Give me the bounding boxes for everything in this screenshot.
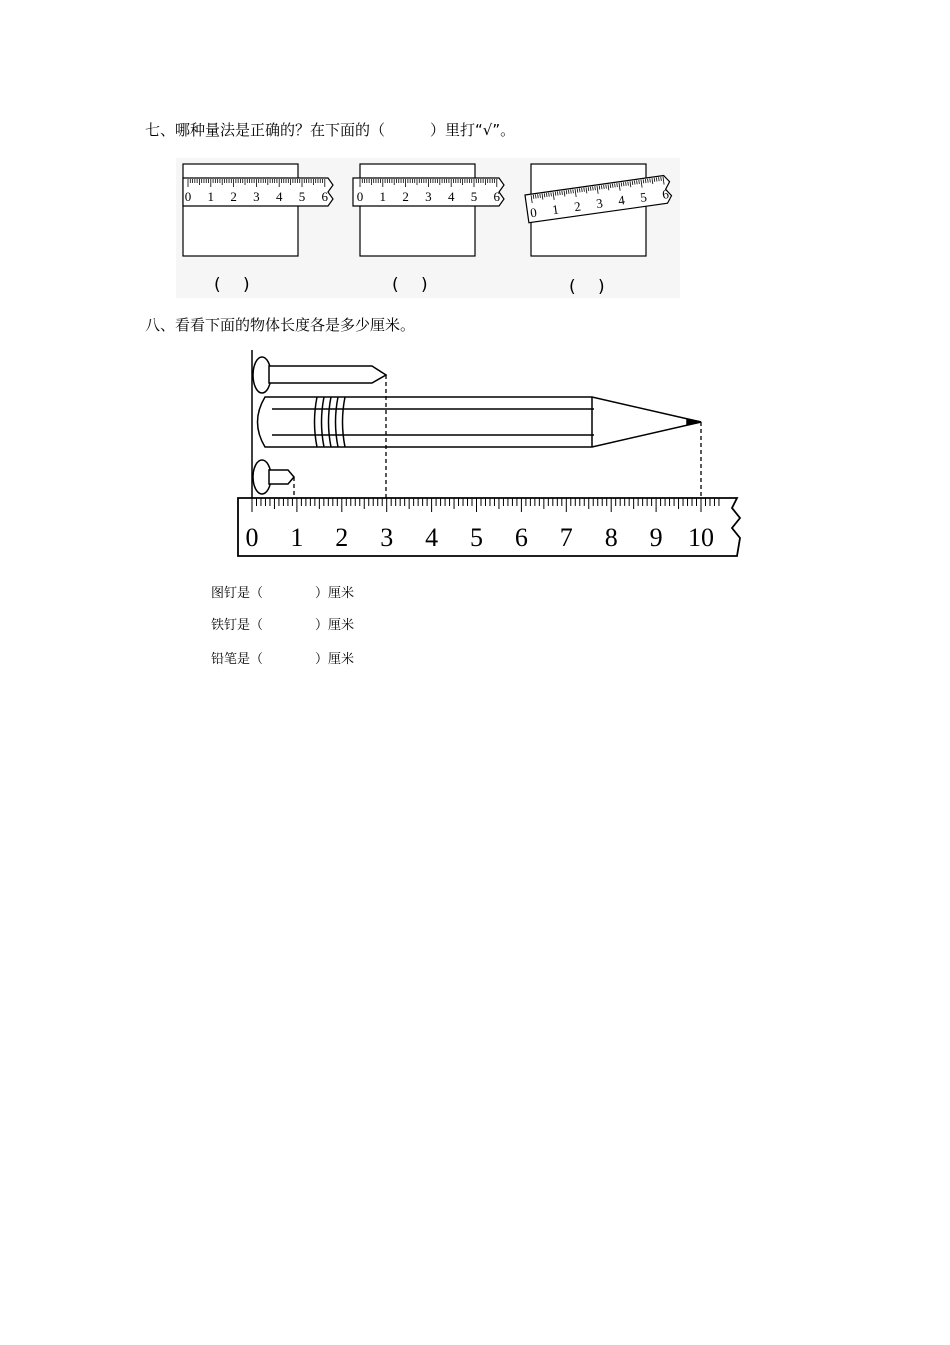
ruler-number: 8: [604, 523, 618, 552]
ruler-number: 7: [559, 523, 573, 552]
ruler-number: 10: [688, 523, 714, 552]
q7-ruler-digit: 6: [493, 189, 501, 204]
q7-ruler-digit: 1: [551, 201, 560, 218]
q8-measure-figure: [232, 350, 748, 566]
q7-ruler-digit: 2: [402, 189, 409, 204]
answer-thumbtack: [211, 582, 354, 601]
q7-option-2-blank[interactable]: ( ): [392, 275, 428, 295]
ruler-number: 5: [470, 523, 483, 552]
q7-ruler-digit: 1: [207, 189, 215, 204]
iron-nail-unit: ）厘米: [315, 618, 355, 633]
ruler-number: 6: [514, 523, 528, 552]
ruler-number: 4: [425, 523, 439, 552]
q7-ruler-digit: 5: [470, 189, 478, 204]
pencil-figure: [258, 397, 702, 447]
ruler-number: 9: [649, 523, 663, 552]
answer-pencil: [211, 648, 354, 667]
q7-ruler-digit: 4: [617, 192, 626, 209]
q7-option-3-blank[interactable]: ( ): [569, 277, 605, 297]
q7-ruler-digit: 0: [184, 189, 192, 204]
q7-measure-options: [176, 158, 680, 298]
answer-iron-nail: [211, 614, 354, 633]
question-7-title: 七、哪种量法是正确的？在下面的（ ）里打“√”。: [145, 121, 516, 139]
pencil-unit: ）厘米: [315, 652, 355, 667]
q7-ruler-digit: 6: [661, 186, 670, 202]
ruler-number: 3: [380, 523, 394, 552]
q7-ruler-digit: 4: [447, 189, 455, 204]
q7-ruler-digit: 0: [356, 189, 364, 204]
q7-ruler-digit: 2: [230, 189, 237, 204]
thumbtack-label: 图钉是（: [211, 586, 264, 601]
thumbtack-unit: ）厘米: [315, 586, 355, 601]
ruler-number: 2: [335, 523, 349, 552]
q7-ruler-digit: 2: [573, 198, 582, 215]
q8-ruler-illustration: [232, 350, 748, 562]
q7-ruler-digit: 0: [529, 204, 538, 221]
q7-ruler-digit: 4: [275, 189, 283, 204]
q7-ruler-digit: 5: [298, 189, 306, 204]
q7-ruler-digit: 3: [425, 189, 432, 204]
pencil-label: 铅笔是（: [211, 652, 264, 667]
iron-nail-label: 铁钉是（: [211, 618, 264, 633]
ruler-number: 0: [245, 523, 259, 552]
thumbtack-figure: [253, 460, 294, 494]
question-8-title: 八、看看下面的物体长度各是多少厘米。: [145, 316, 416, 334]
ruler-number: 1: [290, 523, 304, 552]
q7-option-1-blank[interactable]: ( ): [214, 275, 250, 295]
q7-ruler-digit: 5: [639, 189, 648, 205]
q7-ruler-digit: 1: [379, 189, 387, 204]
q7-ruler-digit: 3: [253, 189, 260, 204]
q7-ruler-digit: 3: [595, 195, 604, 212]
q7-ruler-digit: 6: [321, 189, 329, 204]
iron-nail-figure: [253, 357, 386, 393]
